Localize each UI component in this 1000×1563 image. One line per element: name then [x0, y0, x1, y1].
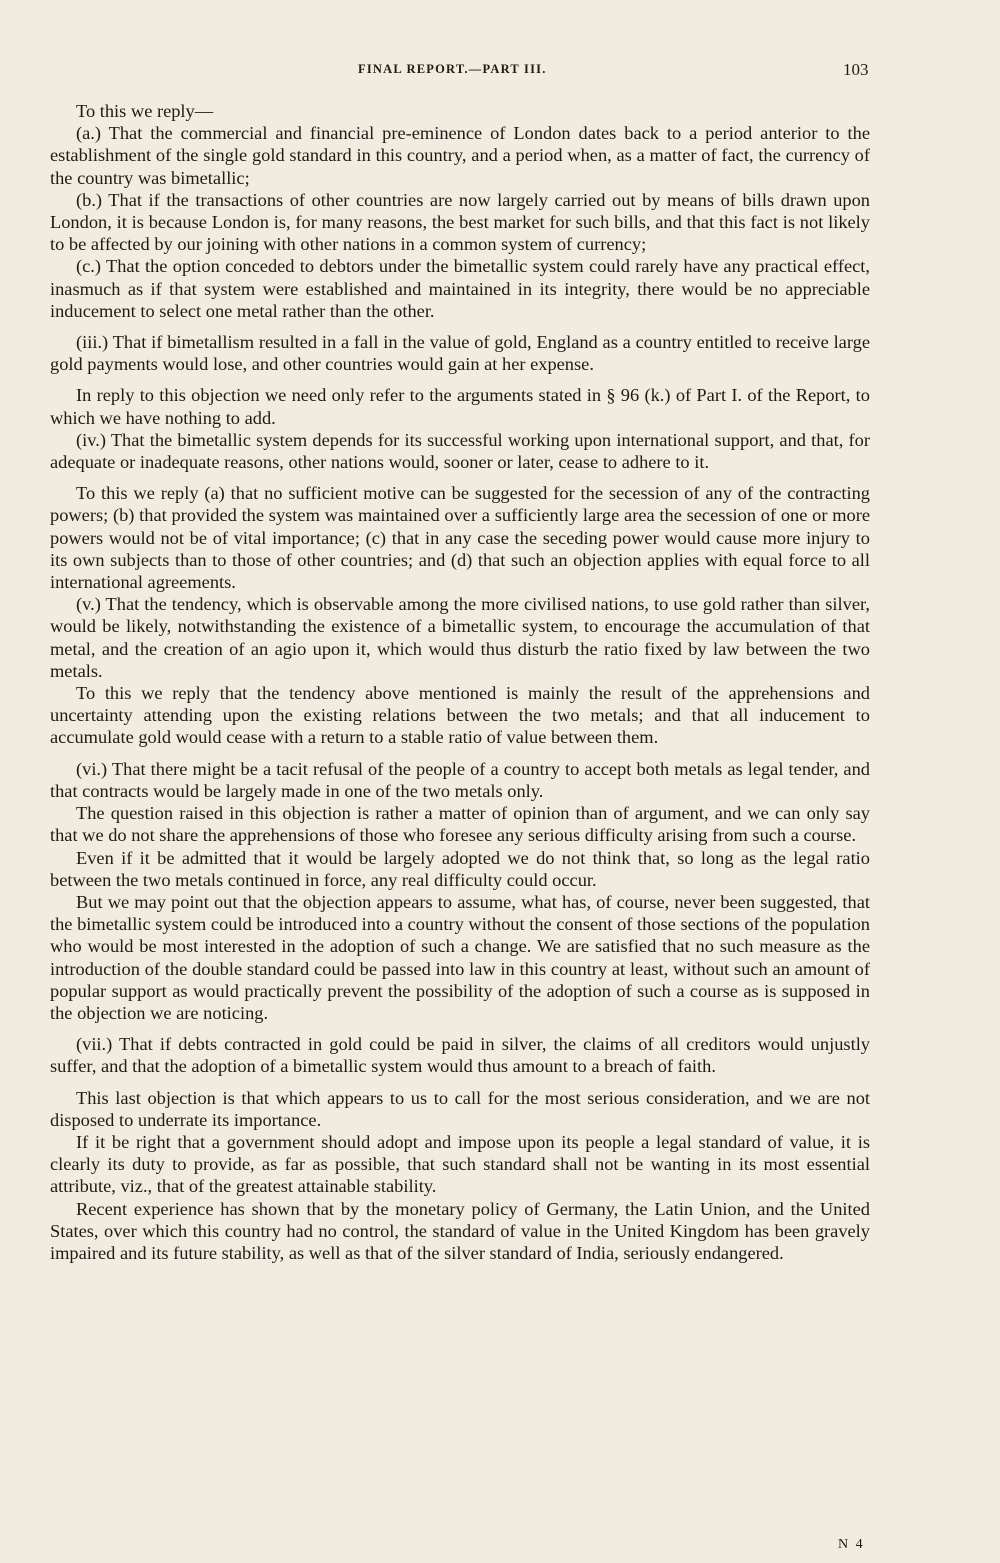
paragraph: (vii.) That if debts contracted in gold could be paid in silver, the claims of all creditors would unjustly suffer, and that the adoption of a bimetallic system would thus amount to a breach of faith. [50, 1034, 870, 1077]
paragraph: To this we reply that the tendency above mentioned is mainly the result of the apprehensions and uncertainty attending upon the existing relations between the two metals; and that all inducement to accumulate gold would cease with a return to a stable ratio of value between them. [50, 683, 870, 748]
paragraph: If it be right that a government should adopt and impose upon its people a legal standard of value, it is clearly its duty to provide, as far as possible, that such standard shall not be wanting in its most essential attribute, viz., that of the greatest attainable stability. [50, 1131, 870, 1197]
running-head: FINAL REPORT.—PART III. [358, 62, 547, 76]
signature-mark: N 4 [838, 1537, 865, 1552]
paragraph: Recent experience has shown that by the monetary policy of Germany, the Latin Union, and the United States, over which this country had no control, the standard of value in the United Kingdom has been gravely impaired and its future stability, as well as that of the silver standard of India, seriously endangered. [50, 1198, 870, 1263]
paragraph: In reply to this objection we need only refer to the arguments stated in § 96 (k.) of Part I. of the Report, to which we have nothing to add. [50, 385, 870, 428]
paragraph: Even if it be admitted that it would be largely adopted we do not think that, so long as the legal ratio between the two metals continued in force, any real difficulty could occur. [50, 847, 870, 890]
paragraph: (b.) That if the transactions of other countries are now largely carried out by means of bills drawn upon London, it is because London is, for many reasons, the best market for such bills, and that this fact is not likely to be affected by our joining with other nations in a common system of currency; [50, 189, 870, 255]
paragraph: To this we reply— [76, 101, 214, 121]
paragraph: This last objection is that which appears to us to call for the most serious consideration, and we are not disposed to underrate its importance. [50, 1087, 870, 1130]
paragraph: (c.) That the option conceded to debtors under the bimetallic system could rarely have any practical effect, inasmuch as if that system were established and maintained in its integrity, there would be no appreciable inducement to select one metal rather than the other. [50, 256, 870, 321]
paragraph: To this we reply (a) that no sufficient motive can be suggested for the secession of any of the contracting powers; (b) that provided the system was maintained over a sufficiently large area the secession of one or more powers would not be of vital importance; (c) that in any case the seceding power would cause more injury to its own subjects than to those of other countries; and (d) that such an objection applies with equal force to all international agreements. [50, 483, 870, 593]
paragraph: The question raised in this objection is rather a matter of opinion than of argument, and we can only say that we do not share the apprehensions of those who foresee any serious difficulty arising from such a course. [50, 803, 870, 846]
body-text [50, 100, 870, 1264]
paragraph: (a.) That the commercial and financial pre-eminence of London dates back to a period anterior to the establishment of the single gold standard in this country, and a period when, as a matter of fact, the currency of the country was bimetallic; [50, 123, 870, 188]
paragraph: (iv.) That the bimetallic system depends for its successful working upon international support, and that, for adequate or inadequate reasons, other nations would, sooner or later, cease to adhere to it. [50, 429, 870, 473]
paragraph: (v.) That the tendency, which is observable among the more civilised nations, to use gold rather than silver, would be likely, notwithstanding the existence of a bimetallic system, to encourage the accumulation of that metal, and the creation of an agio upon it, which would thus disturb the ratio fixed by law between the two metals. [50, 594, 870, 681]
paragraph: But we may point out that the objection appears to assume, what has, of course, never been suggested, that the bimetallic system could be introduced into a country without the consent of those sections of the population who would be most interested in the adoption of such a change. We are satisfied that no such measure as the introduction of the double standard could be passed into law in this country at least, without such an amount of popular support as would practically prevent the possibility of the adoption of such a course as is supposed in the objection we are noticing. [50, 891, 870, 1023]
page-number: 103 [843, 60, 869, 79]
paragraph: (vi.) That there might be a tacit refusal of the people of a country to accept both metals as legal tender, and that contracts would be largely made in one of the two metals only. [50, 758, 870, 801]
paragraph: (iii.) That if bimetallism resulted in a fall in the value of gold, England as a country entitled to receive large gold payments would lose, and other countries would gain at her expense. [50, 332, 870, 375]
